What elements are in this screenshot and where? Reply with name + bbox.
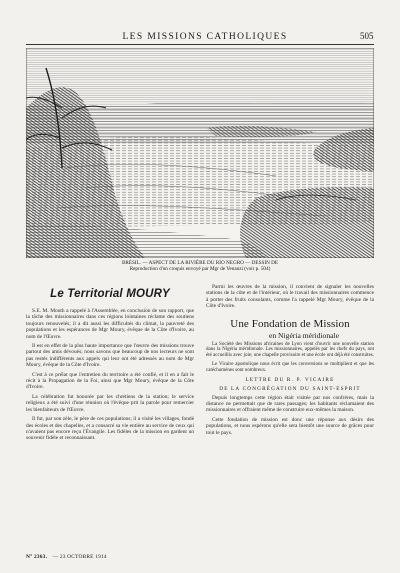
caption-line-1: BRÉSIL. — ASPECT DE LA RIVIÈRE DU RIO NEGRO — DESSIN DE	[121, 260, 279, 266]
illustration-caption	[26, 260, 374, 272]
right-closing-paragraph-2: Cette fondation de mission est donc une réponse aux désirs des populations, et nous espérons qu'elle sera bientôt une source de grâces pour tout le pays.	[206, 416, 374, 436]
left-paragraph-2: Il est en effet de la plus haute importance que l'œuvre des missions trouve partout des amis dévoués; nous savons que beaucoup de nos lecteurs ne sont pas restés indifférents aux appels qui leur ont été adressés au nom de Mgr Moury, évêque de la Côte d'Ivoire.	[26, 343, 194, 369]
left-column	[26, 284, 194, 445]
issue-number: N° 2363.	[26, 554, 48, 560]
right-column	[206, 284, 374, 439]
header-rule	[26, 44, 374, 45]
right-intro-paragraph: Parmi les œuvres de la mission, il convient de signaler les nouvelles stations de la côte et de l'intérieur, où le travail des missionnaires commence à porter des fruits consolants, comme l'a rappelé Mgr Moury, évêque de la Côte d'Ivoire.	[206, 284, 374, 310]
left-paragraph-3: C'est à ce prélat que l'entretien du territoire a été confié, et il en a fait le récit à la Propagation de la Foi, ainsi que Mgr Moury, évêque de la Côte d'Ivoire.	[26, 371, 194, 391]
page-number: 505	[360, 31, 374, 41]
right-paragraph-2: Le Vicaire apostolique nous écrit que les conversions se multiplient et que les catéchumènes sont nombreux.	[206, 362, 374, 373]
heading-main: Une Fondation de Mission	[230, 317, 350, 330]
page-footer	[26, 554, 107, 560]
right-closing-paragraph-1: Depuis longtemps cette région était visitée par nos confrères, mais la distance ne permettait que de rares passages; les habitants réclamaient des missionnaires et offraient même de construire eux-mêmes la maison.	[206, 394, 374, 414]
left-paragraph-4: La célébration fut honorée par les chrétiens de la station; le service religieux a été suivi d'une réunion où l'évêque prit la parole pour remercier les bienfaiteurs de l'Œuvre.	[26, 393, 194, 413]
running-title: LES MISSIONS CATHOLIQUES	[122, 32, 288, 42]
letter-heading: LETTRE DU R. P. VICAIRE	[245, 376, 335, 383]
right-paragraph-1: La Société des Missions africaines de Lyon vient d'ouvrir une nouvelle station dans la Nigéria méridionale. Les missionnaires, appelés par les chefs du pays, ont été accueillis avec joie; une chapelle provisoire et une école ont déjà été construites.	[206, 341, 374, 359]
caption-line-2: Reproduction d'un croquis envoyé par Mgr de Venanzi (voir p. 504)	[129, 266, 271, 273]
heading-sub: en Nigéria méridionale	[268, 330, 339, 340]
article-heading-territorial: Le Territorial MOURY	[50, 288, 170, 300]
letter-subheading: DE LA CONGRÉGATION DU SAINT-ESPRIT	[219, 385, 361, 392]
river-engraving	[26, 48, 374, 258]
article-heading-fondation	[206, 318, 374, 340]
left-paragraph-1: S.E. M. Mouth a rappelé à l'Assemblée, en conclusion de son rapport, que la tâche des missionnaires dans ces régions lointaines réclame des soutiens toujours renouvelés; il a dit aussi les difficultés du climat, la pauvreté des populations et les espérances de Mgr Moury, évêque de la Côte d'Ivoire, au nom de l'Œuvre.	[26, 308, 194, 340]
left-paragraph-5: Il fut, par son zèle, le père de ces populations; il a visité les villages, fondé des écoles et des chapelles, et a consacré sa vie entière au service de ceux qui n'avaient pas encore reçu l'Évangile. Les fidèles de la mission en gardent un souvenir fidèle et reconnaissant.	[26, 416, 194, 442]
issue-date: — 23 OCTOBRE 1914	[52, 554, 107, 560]
